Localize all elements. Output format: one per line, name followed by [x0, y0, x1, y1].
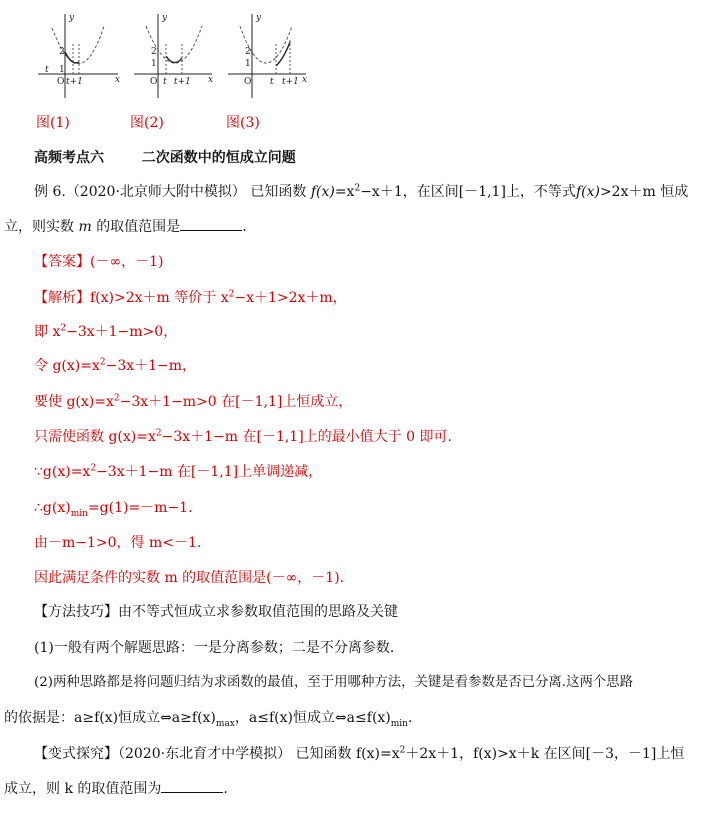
method-tag: 【方法技巧】 — [34, 604, 118, 620]
analysis-line-3 — [34, 356, 725, 376]
method-p2-text: (2)两种思路都是将问题归结为求函数的最值，至于用哪种方法，关键是看参数是否已分离.这两个思路 — [34, 675, 634, 690]
analysis-l7b: =g(1)=－m−1. — [87, 500, 193, 516]
method-p2 — [34, 673, 725, 693]
method-p3b: ，a≤f(x)恒成立⇔a≤f(x) — [234, 710, 391, 726]
analysis-l9: 因此满足条件的实数 m 的取值范围是(－∞，－1). — [34, 570, 345, 586]
variant-line-2 — [4, 778, 725, 799]
analysis-line-6 — [34, 462, 725, 482]
analysis-l7a: ∴g(x) — [34, 500, 71, 516]
graph-2-tick-1: 1 — [151, 59, 157, 69]
analysis-l2a: 即 x — [34, 324, 61, 340]
analysis-l1b: −x＋1>2x＋m， — [234, 290, 347, 306]
answer-line — [34, 252, 725, 272]
example-line2b: 的取值范围是 — [96, 219, 181, 235]
graph-1-origin: O — [57, 77, 65, 87]
example-line-1 — [34, 182, 725, 202]
graph-1-tick-2: 2 — [59, 47, 65, 57]
analysis-line-2 — [34, 322, 725, 342]
example-line-2 — [4, 216, 725, 237]
graph-3-tick-t: t — [270, 77, 274, 87]
variant-line2b: . — [223, 781, 228, 797]
graph-3-x-label: x — [302, 75, 308, 85]
answer-tag: 【答案】 — [34, 254, 90, 270]
graph-3-y-label: y — [256, 13, 262, 23]
method-p1-text: (1)一般有两个解题思路：一是分离参数；二是不分离参数. — [34, 640, 395, 656]
variant-text1: 已知函数 f(x)=x — [295, 746, 400, 762]
section-heading — [34, 148, 725, 168]
example-fx-2: f(x) — [575, 184, 600, 200]
example-text-2: =x — [334, 184, 355, 200]
graph-2-tick-2: 2 — [151, 47, 157, 57]
analysis-line-5 — [34, 427, 725, 447]
figure-label-3: 图(3) — [226, 115, 260, 131]
analysis-l8: 由－m−1>0，得 m<－1. — [34, 535, 202, 551]
graph-3-tick-1: 1 — [245, 59, 251, 69]
answer-value: (－∞，－1) — [90, 254, 164, 270]
analysis-l1a: f(x)>2x＋m 等价于 x — [90, 290, 229, 306]
section-number: 高频考点六 — [34, 150, 104, 166]
method-p3c: . — [407, 710, 413, 726]
analysis-l6b: −3x＋1−m 在[－1,1]上单调递减， — [96, 464, 323, 480]
method-p3-sub-max: max — [215, 718, 235, 729]
graph-3-tick-2: 2 — [245, 47, 251, 57]
variant-tag: 【变式探究】 — [34, 746, 118, 762]
graph-2-tick-t1: t+1 — [174, 77, 191, 87]
method-p3a: 的依据是：a≥f(x)恒成立⇔a≥f(x) — [4, 710, 216, 726]
analysis-line-9 — [34, 568, 725, 588]
example-text-1: 已知函数 — [250, 184, 307, 200]
figure-graphs — [0, 0, 725, 110]
graph-1-tick-1: 1 — [59, 65, 65, 75]
graph-1-tick-t: t — [45, 65, 49, 75]
example-m: m — [78, 219, 92, 235]
analysis-l5a: 只需使函数 g(x)=x — [34, 429, 156, 445]
graph-3-tick-t1: t+1 — [282, 77, 299, 87]
section-title: 二次函数中的恒成立问题 — [141, 150, 296, 166]
graph-2-origin: O — [150, 77, 158, 87]
graph-2 — [134, 13, 213, 98]
variant-source: （2020·东北育才中学模拟） — [118, 746, 292, 762]
analysis-l3b: −3x＋1−m， — [105, 358, 197, 374]
example-label: 例 6. — [34, 184, 66, 200]
analysis-l4b: −3x＋1−m>0 在[－1,1]上恒成立， — [119, 394, 353, 410]
sup-2: 2 — [399, 745, 406, 756]
analysis-l4a: 要使 g(x)=x — [34, 394, 114, 410]
analysis-line-7 — [34, 498, 725, 518]
graph-1 — [38, 13, 120, 98]
sup-2: 2 — [60, 323, 67, 334]
method-p3-sub-min: min — [390, 718, 408, 729]
graph-1-x-label: x — [115, 75, 121, 85]
variant-text2: ＋2x＋1，f(x)>x＋k 在区间[－3，－1]上恒 — [405, 746, 685, 762]
analysis-l3a: 令 g(x)=x — [34, 358, 100, 374]
answer-blank — [180, 216, 242, 231]
figure-label-1: 图(1) — [36, 115, 70, 131]
variant-line-1 — [34, 744, 725, 764]
analysis-l2b: −3x＋1−m>0， — [66, 324, 178, 340]
graph-1-y-label: y — [69, 13, 75, 23]
analysis-line-8 — [34, 533, 725, 553]
example-source: （2020·北京师大附中模拟） — [65, 184, 246, 200]
sup-2: 2 — [155, 428, 162, 439]
sup-2: 2 — [90, 463, 97, 474]
analysis-l5b: −3x＋1−m 在[－1,1]上的最小值大于 0 即可. — [161, 429, 452, 445]
sup-2: 2 — [113, 393, 120, 404]
analysis-line-4 — [34, 392, 725, 412]
analysis-l6a: ∵g(x)=x — [34, 464, 91, 480]
sup-2: 2 — [99, 357, 106, 368]
example-line2a: 立，则实数 — [4, 219, 74, 235]
example-text-4: >2x＋m 恒成 — [599, 184, 689, 200]
example-line2c: . — [242, 219, 247, 235]
example-text-3: −x＋1，在区间[－1,1]上，不等式 — [360, 184, 576, 200]
example-fx: f(x) — [310, 184, 335, 200]
analysis-l7-sub: min — [70, 508, 88, 519]
figure-label-2: 图(2) — [130, 115, 164, 131]
method-p3 — [4, 708, 725, 728]
sup-2: 2 — [354, 183, 361, 194]
graph-2-x-label: x — [208, 75, 214, 85]
sup-2: 2 — [228, 289, 235, 300]
graph-2-tick-t: t — [163, 77, 167, 87]
variant-blank — [161, 778, 223, 793]
variant-line2a: 成立，则 k 的取值范围为 — [4, 781, 162, 797]
graph-3 — [228, 13, 307, 98]
graph-2-y-label: y — [162, 13, 168, 23]
graph-1-tick-t1: t+1 — [66, 77, 83, 87]
method-title: 由不等式恒成立求参数取值范围的思路及关键 — [118, 604, 398, 620]
graph-3-origin: O — [244, 77, 252, 87]
method-p1 — [34, 638, 725, 658]
figures-row — [0, 0, 725, 140]
method-heading — [34, 602, 725, 622]
analysis-line-1 — [34, 288, 725, 308]
analysis-tag: 【解析】 — [34, 290, 90, 306]
